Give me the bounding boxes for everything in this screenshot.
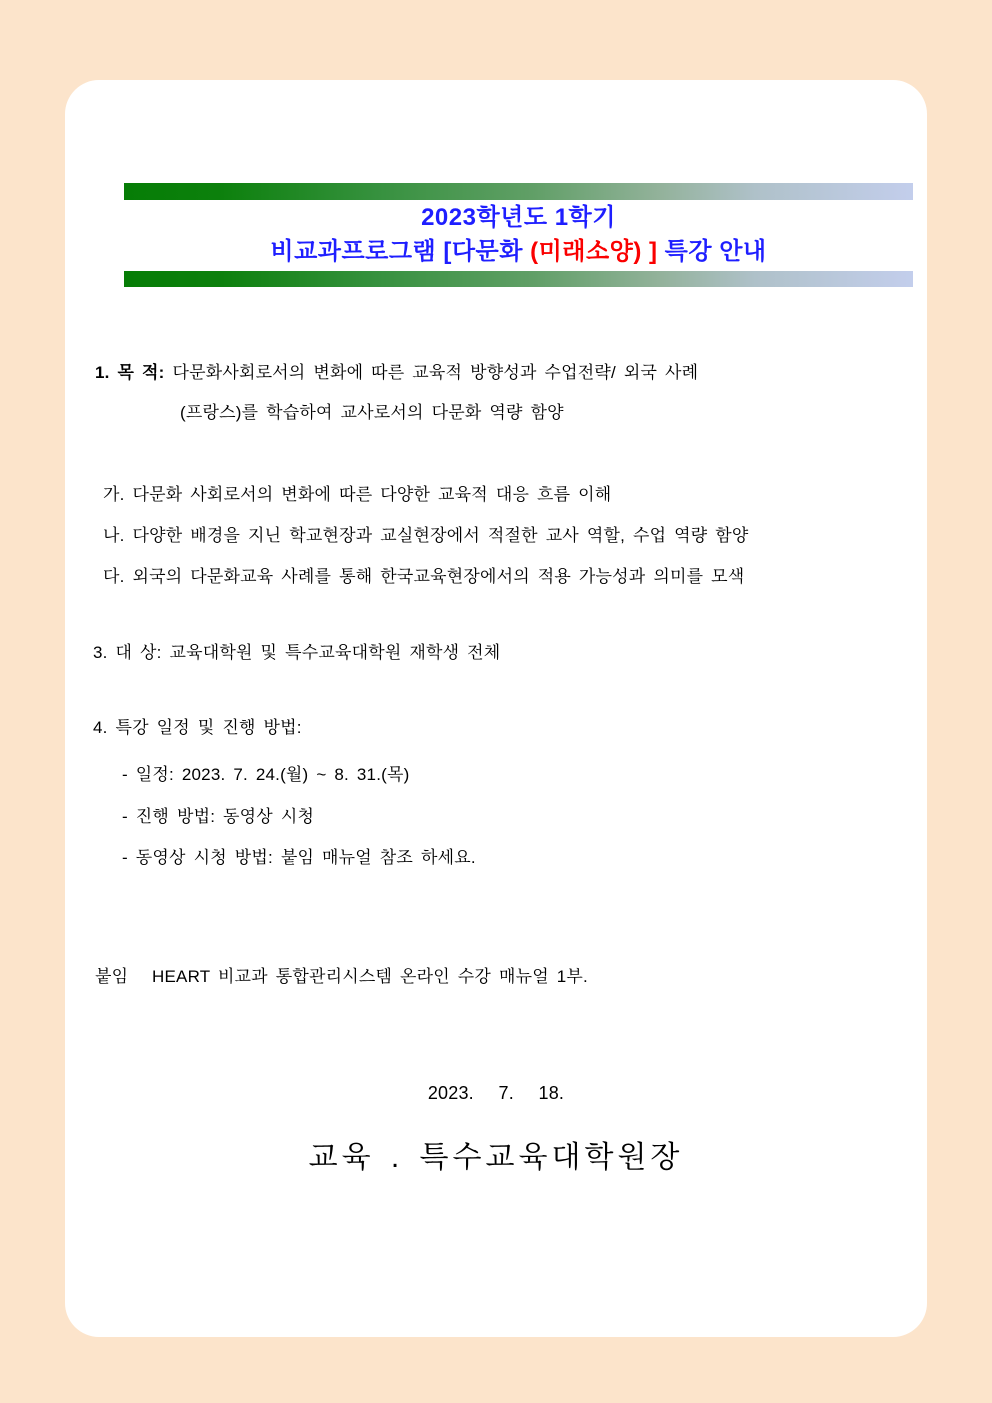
schedule-item-method: - 진행 방법: 동영상 시청: [122, 807, 315, 826]
target-line: 3. 대 상: 교육대학원 및 특수교육대학원 재학생 전체: [93, 643, 501, 662]
notice-card: [65, 80, 927, 1337]
title-segment-lecture-notice: 특강 안내: [657, 238, 767, 265]
attachment-line: 붙임 HEART 비교과 통합관리시스템 온라인 수강 매뉴얼 1부.: [95, 967, 588, 986]
purpose-label: 1. 목 적:: [95, 363, 165, 382]
objective-item-da: 다. 외국의 다문화교육 사례를 통해 한국교육현장에서의 적용 가능성과 의미를 모색: [103, 567, 745, 586]
header-title-line1: 2023학년도 1학기: [421, 204, 616, 231]
objective-item-na: 나. 다양한 배경을 지닌 학교현장과 교실현장에서 적절한 교사 역할, 수업 역량 함양: [103, 526, 749, 545]
header-bottom-gradient-bar: [124, 271, 913, 287]
purpose-continuation: (프랑스)를 학습하여 교사로서의 다문화 역량 함양: [180, 403, 564, 422]
title-segment-program: 비교과프로그램 [다문화: [270, 238, 531, 265]
schedule-heading: 4. 특강 일정 및 진행 방법:: [93, 718, 302, 737]
purpose-text: 다문화사회로서의 변화에 따른 교육적 방향성과 수업전략/ 외국 사례: [164, 363, 699, 382]
schedule-item-viewing: - 동영상 시청 방법: 붙임 매뉴얼 참조 하세요.: [122, 848, 476, 867]
schedule-item-dates: - 일정: 2023. 7. 24.(월) ~ 8. 31.(목): [122, 765, 410, 784]
purpose-line: [95, 361, 698, 385]
date-line: 2023. 7. 18.: [427, 1083, 565, 1103]
header-titles: [124, 200, 913, 271]
title-segment-future-literacy: (미래소양) ]: [530, 238, 658, 265]
signature-line: 교육 . 특수교육대학원장: [308, 1141, 684, 1174]
header-title-line2: [124, 235, 913, 269]
notice-header: [124, 183, 913, 287]
header-top-gradient-bar: [124, 183, 913, 200]
objective-item-ga: 가. 다문화 사회로서의 변화에 따른 다양한 교육적 대응 흐름 이해: [103, 485, 612, 504]
